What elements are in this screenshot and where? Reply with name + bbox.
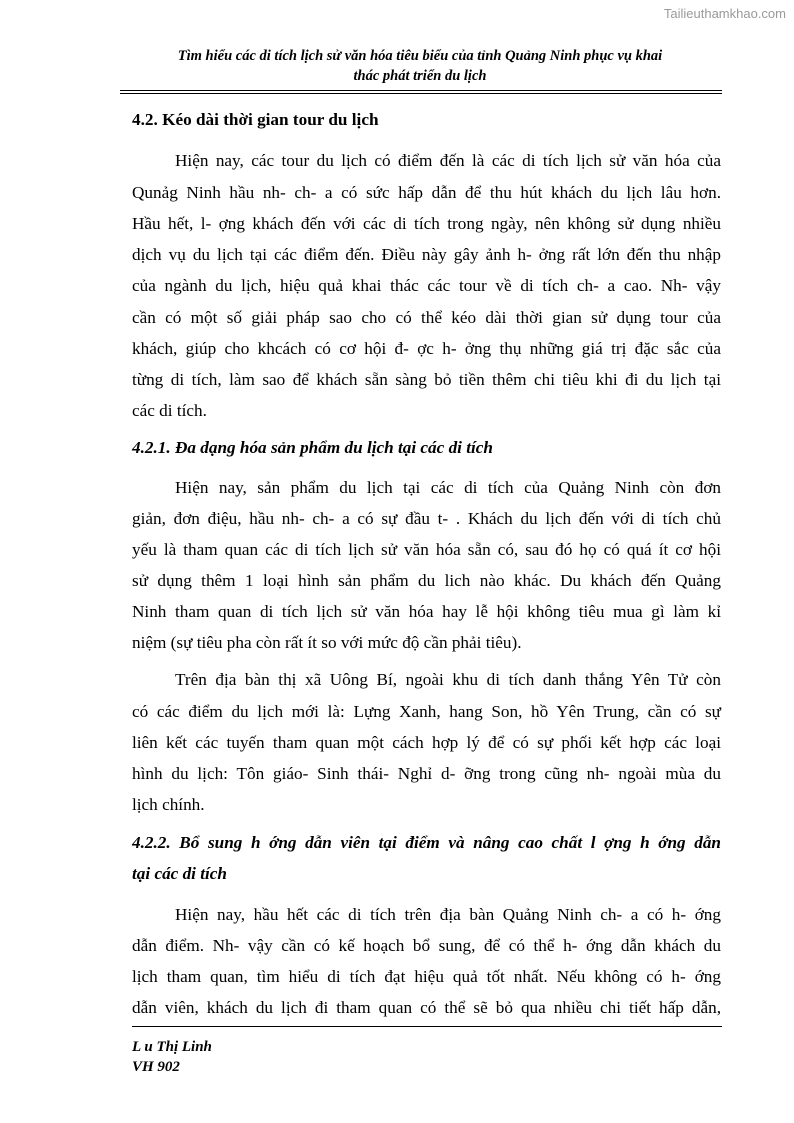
paragraph-line: Ninh tham quan di tích lịch sử văn hóa hay lễ hội không tiêu mua gì làm kỉ — [132, 602, 721, 621]
paragraph-line: liên kết các tuyến tham quan một cách hợp lý để có sự phối kết hợp các loại — [132, 733, 721, 752]
footer-rule — [132, 1026, 722, 1027]
paragraph-line: sử dụng thêm 1 loại hình sản phẩm du lich nào khác. Du khách đến Quảng — [132, 571, 721, 590]
footer-author: L u Thị Linh — [132, 1039, 212, 1055]
header-line-1: Tìm hiểu các di tích lịch sử văn hóa tiêu biểu của tỉnh Quảng Ninh phục vụ khai — [177, 48, 663, 64]
watermark: Tailieuthamkhao.com — [663, 6, 786, 21]
paragraph-line: yếu là tham quan các di tích lịch sử văn hóa sẵn có, sau đó họ có quá ít cơ hội — [132, 540, 721, 559]
paragraph-line: Hiện nay, hầu hết các di tích trên địa bàn Quảng Ninh ch- a có h- ớng — [175, 905, 721, 924]
paragraph-line: dẫn viên, khách du lịch đi tham quan có thể sẽ bỏ qua nhiều chi tiết hấp dẫn, — [132, 998, 721, 1017]
footer-class: VH 902 — [132, 1059, 180, 1075]
paragraph-line: khách, giúp cho khcách có cơ hội đ- ợc h- ởng thụ những giá trị đặc sắc của — [132, 339, 721, 358]
paragraph-line: hình du lịch: Tôn giáo- Sinh thái- Nghỉ d- ỡng trong cũng nh- ngoài mùa du — [132, 764, 721, 783]
paragraph-line: Hiện nay, sản phẩm du lịch tại các di tích của Quảng Ninh còn đơn — [175, 478, 721, 497]
section-heading: 4.2. Kéo dài thời gian tour du lịch — [132, 110, 379, 129]
paragraph-line: Qunảg Ninh hầu nh- ch- a có sức hấp dẫn để thu hút khách du lịch lâu hơn. — [132, 183, 721, 202]
paragraph-line: dẫn điểm. Nh- vậy cần có kế hoạch bổ sung, để có thể h- ớng dẫn khách du — [132, 936, 721, 955]
paragraph-line: lịch tham quan, tìm hiểu di tích đạt hiệu quả tốt nhất. Nếu không có h- ớng — [132, 967, 721, 986]
paragraph-line: dịch vụ du lịch tại các điểm đến. Điều này gây ảnh h- ởng rất lớn đến thu nhập — [132, 245, 721, 264]
paragraph-line: của ngành du lịch, hiệu quả khai thác các tour về di tích ch- a cao. Nh- vậy — [132, 276, 721, 295]
paragraph-line: lịch chính. — [132, 795, 205, 814]
paragraph-line: có các điểm du lịch mới là: Lựng Xanh, hang Son, hồ Yên Trung, cần có sự — [132, 702, 721, 721]
paragraph-line: Hầu hết, l- ợng khách đến với các di tích trong ngày, nên không sử dụng nhiều — [132, 214, 721, 233]
subsection-heading-4-2-2-cont: tại các di tích — [132, 864, 227, 883]
header-line-2: thác phát triển du lịch — [353, 68, 487, 84]
paragraph-line: từng di tích, làm sao để khách sẵn sàng bỏ tiền thêm chi tiêu khi đi du lịch tại — [132, 370, 721, 389]
paragraph-line: các di tích. — [132, 401, 207, 420]
paragraph-line: giản, đơn điệu, hầu nh- ch- a có sự đầu t- . Khách du lịch đến với di tích chủ — [132, 509, 721, 528]
paragraph-line: cần có một số giải pháp sao cho có thể kéo dài thời gian sử dụng tour của — [132, 308, 721, 327]
paragraph-line: Trên địa bàn thị xã Uông Bí, ngoài khu di tích danh thắng Yên Tử còn — [175, 670, 721, 689]
subsection-heading-4-2-1: 4.2.1. Đa dạng hóa sản phẩm du lịch tại các di tích — [132, 438, 493, 457]
paragraph-line: Hiện nay, các tour du lịch có điểm đến là các di tích lịch sử văn hóa của — [175, 151, 721, 170]
subsection-heading-4-2-2: 4.2.2. Bổ sung h ớng dẫn viên tại điểm và nâng cao chất l ợng h ớng dẫn — [132, 833, 721, 852]
paragraph-line: niệm (sự tiêu pha còn rất ít so với mức độ cần phải tiêu). — [132, 633, 522, 652]
